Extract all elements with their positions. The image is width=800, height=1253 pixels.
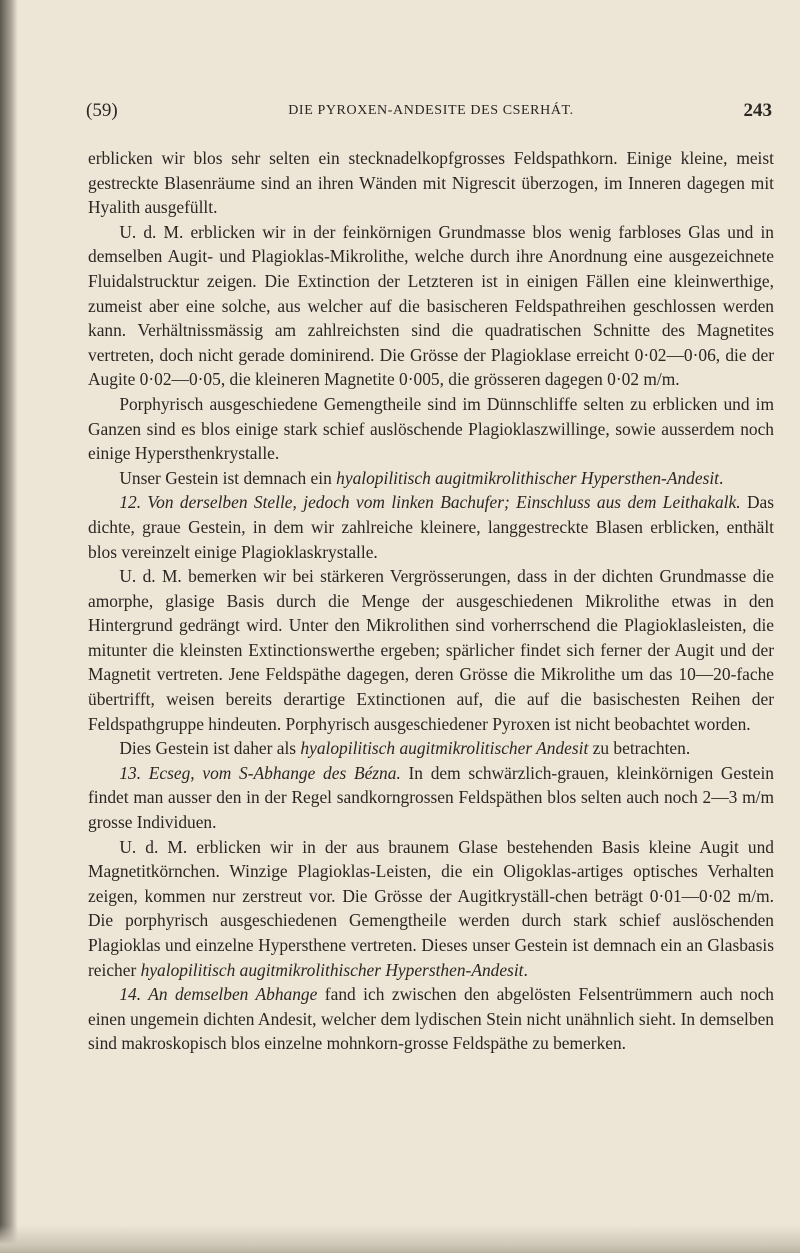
section-page-number: (59) (86, 100, 118, 121)
paragraph-1: erblicken wir blos sehr selten ein stecknadelkopfgrosses Feldspathkorn. Einige kleine, meist gestreckte Blasenräume sind an ihren Wänden mit Nigrescit überzogen, im Inneren dagegen mit Hyalith ausgefüllt. (88, 148, 774, 218)
page-body (88, 100, 774, 1056)
paragraph-4-end: . (719, 467, 724, 488)
paragraph-9 (88, 835, 774, 983)
paragraph-7-end: zu betrachten. (588, 738, 691, 759)
paragraph-9-end: . (523, 959, 528, 980)
book-binding-shadow (0, 0, 18, 1253)
paragraph-9-text: U. d. M. erblicken wir in der aus braunem Glase bestehenden Basis kleine Augit und Magnetitkörnchen. Winzige Plagioklas-Leisten, die ein Oligoklas-artiges optisches Verhalten zeigen, kommen nur zerstreut vor. Die Grösse der Augitkryställ-chen beträgt 0·01—0·02 m/m. Die porphyrisch ausgeschiedenen Gemengtheile werden durch stark schief auslöschenden Plagioklas und einzelne Hypersthene vertreten. Dieses unser Gestein ist demnach ein an Glasbasis reicher (88, 836, 774, 980)
paragraph-6: U. d. M. bemerken wir bei stärkeren Vergrösserungen, dass in der dichten Grundmasse die amorphe, glasige Basis durch die Menge der ausgeschiedenen Mikrolithe etwas in den Hintergrund gedrängt wird. Unter den Mikrolithen sind vorherrschend die Plagioklasleisten, die mitunter die kleinsten Extinctionswerthe ergeben; spärlicher findet sich ferner der Augit und der Magnetit vertreten. Jene Feldspäthe dagegen, deren Grösse die Mikrolithe um das 10—20-fache übertrifft, weisen bereits derartige Extinctionen auf, die auf die basischesten Reihen der Feldspathgruppe hindeuten. Porphyrisch ausgeschiedener Pyroxen ist nicht beobachtet worden. (88, 566, 774, 734)
running-title: DIE PYROXEN-ANDESITE DES CSERHÁT. (288, 103, 574, 118)
sample-12-heading: 12. Von derselben Stelle, jedoch vom linken Bachufer; Einschluss aus dem Leithakalk. (119, 492, 741, 513)
running-header (88, 100, 774, 128)
paragraph-8-text: In dem schwärzlich-grauen, kleinkörnigen Gestein findet man ausser den in der Regel sandkorngrossen Feldspäthen blos selten auch noch 2—3 m/m grosse Individuen. (88, 762, 774, 833)
page-number: 243 (743, 100, 772, 121)
paragraph-4-text: Unser Gestein ist demnach ein (119, 467, 337, 488)
paragraph-4 (88, 466, 774, 491)
page-edge-shadow (0, 1225, 800, 1253)
paragraph-2: U. d. M. erblicken wir in der feinkörnigen Grundmasse blos wenig farbloses Glas und in demselben Augit- und Plagioklas-Mikrolithe, welche durch ihre Anordnung eine ausgezeichnete Fluidalstrucktur zeigen. Die Extinction der Letzteren ist in einigen Fällen eine kleinwerthige, zumeist aber eine solche, aus welcher auf die basischeren Feldspathreihen geschlossen werden kann. Verhältnissmässig am zahlreichsten sind die quadratischen Schnitte des Magnetites vertreten, doch nicht gerade dominirend. Die Grösse der Plagioklase erreicht 0·02—0·06, die der Augite 0·02—0·05, die kleineren Magnetite 0·005, die grösseren dagegen 0·02 m/m. (88, 221, 774, 390)
sample-13-heading: 13. Ecseg, vom S-Abhange des Bézna. (119, 762, 401, 783)
rock-classification: hyalopilitisch augitmikrolithischer Hypersthen-Andesit (336, 467, 720, 488)
paragraph-5 (88, 490, 774, 564)
paragraph-3: Porphyrisch ausgeschiedene Gemengtheile sind im Dünnschliffe selten zu erblicken und im Ganzen sind es blos einige stark schief auslöschende Plagioklaszwillinge, sowie ausserdem noch einige Hypersthenkrystalle. (88, 393, 774, 464)
paragraph-7-text: Dies Gestein ist daher als (119, 738, 301, 759)
sample-14-heading: 14. An demselben Abhange (119, 984, 318, 1005)
paragraph-10-text: fand ich zwischen den abgelösten Felsentrümmern auch noch einen ungemein dichten Andesit, welcher dem lydischen Stein nicht unähnlich sieht. In demselben sind makroskopisch blos einzelne mohnkorn-grosse Feldspäthe zu bemerken. (88, 984, 774, 1054)
paragraph-10 (88, 982, 774, 1056)
paragraph-8 (88, 761, 774, 835)
rock-classification: hyalopilitisch augitmikrolithischer Hypersthen-Andesit (140, 959, 524, 980)
paragraph-5-text: Das dichte, graue Gestein, in dem wir zahlreiche kleinere, langgestreckte Blasen erblicken, enthält blos vereinzelt einige Plagioklaskrystalle. (88, 492, 774, 562)
paragraph-7 (88, 736, 774, 761)
rock-classification: hyalopilitisch augitmikrolitischer Andesit (300, 738, 589, 759)
